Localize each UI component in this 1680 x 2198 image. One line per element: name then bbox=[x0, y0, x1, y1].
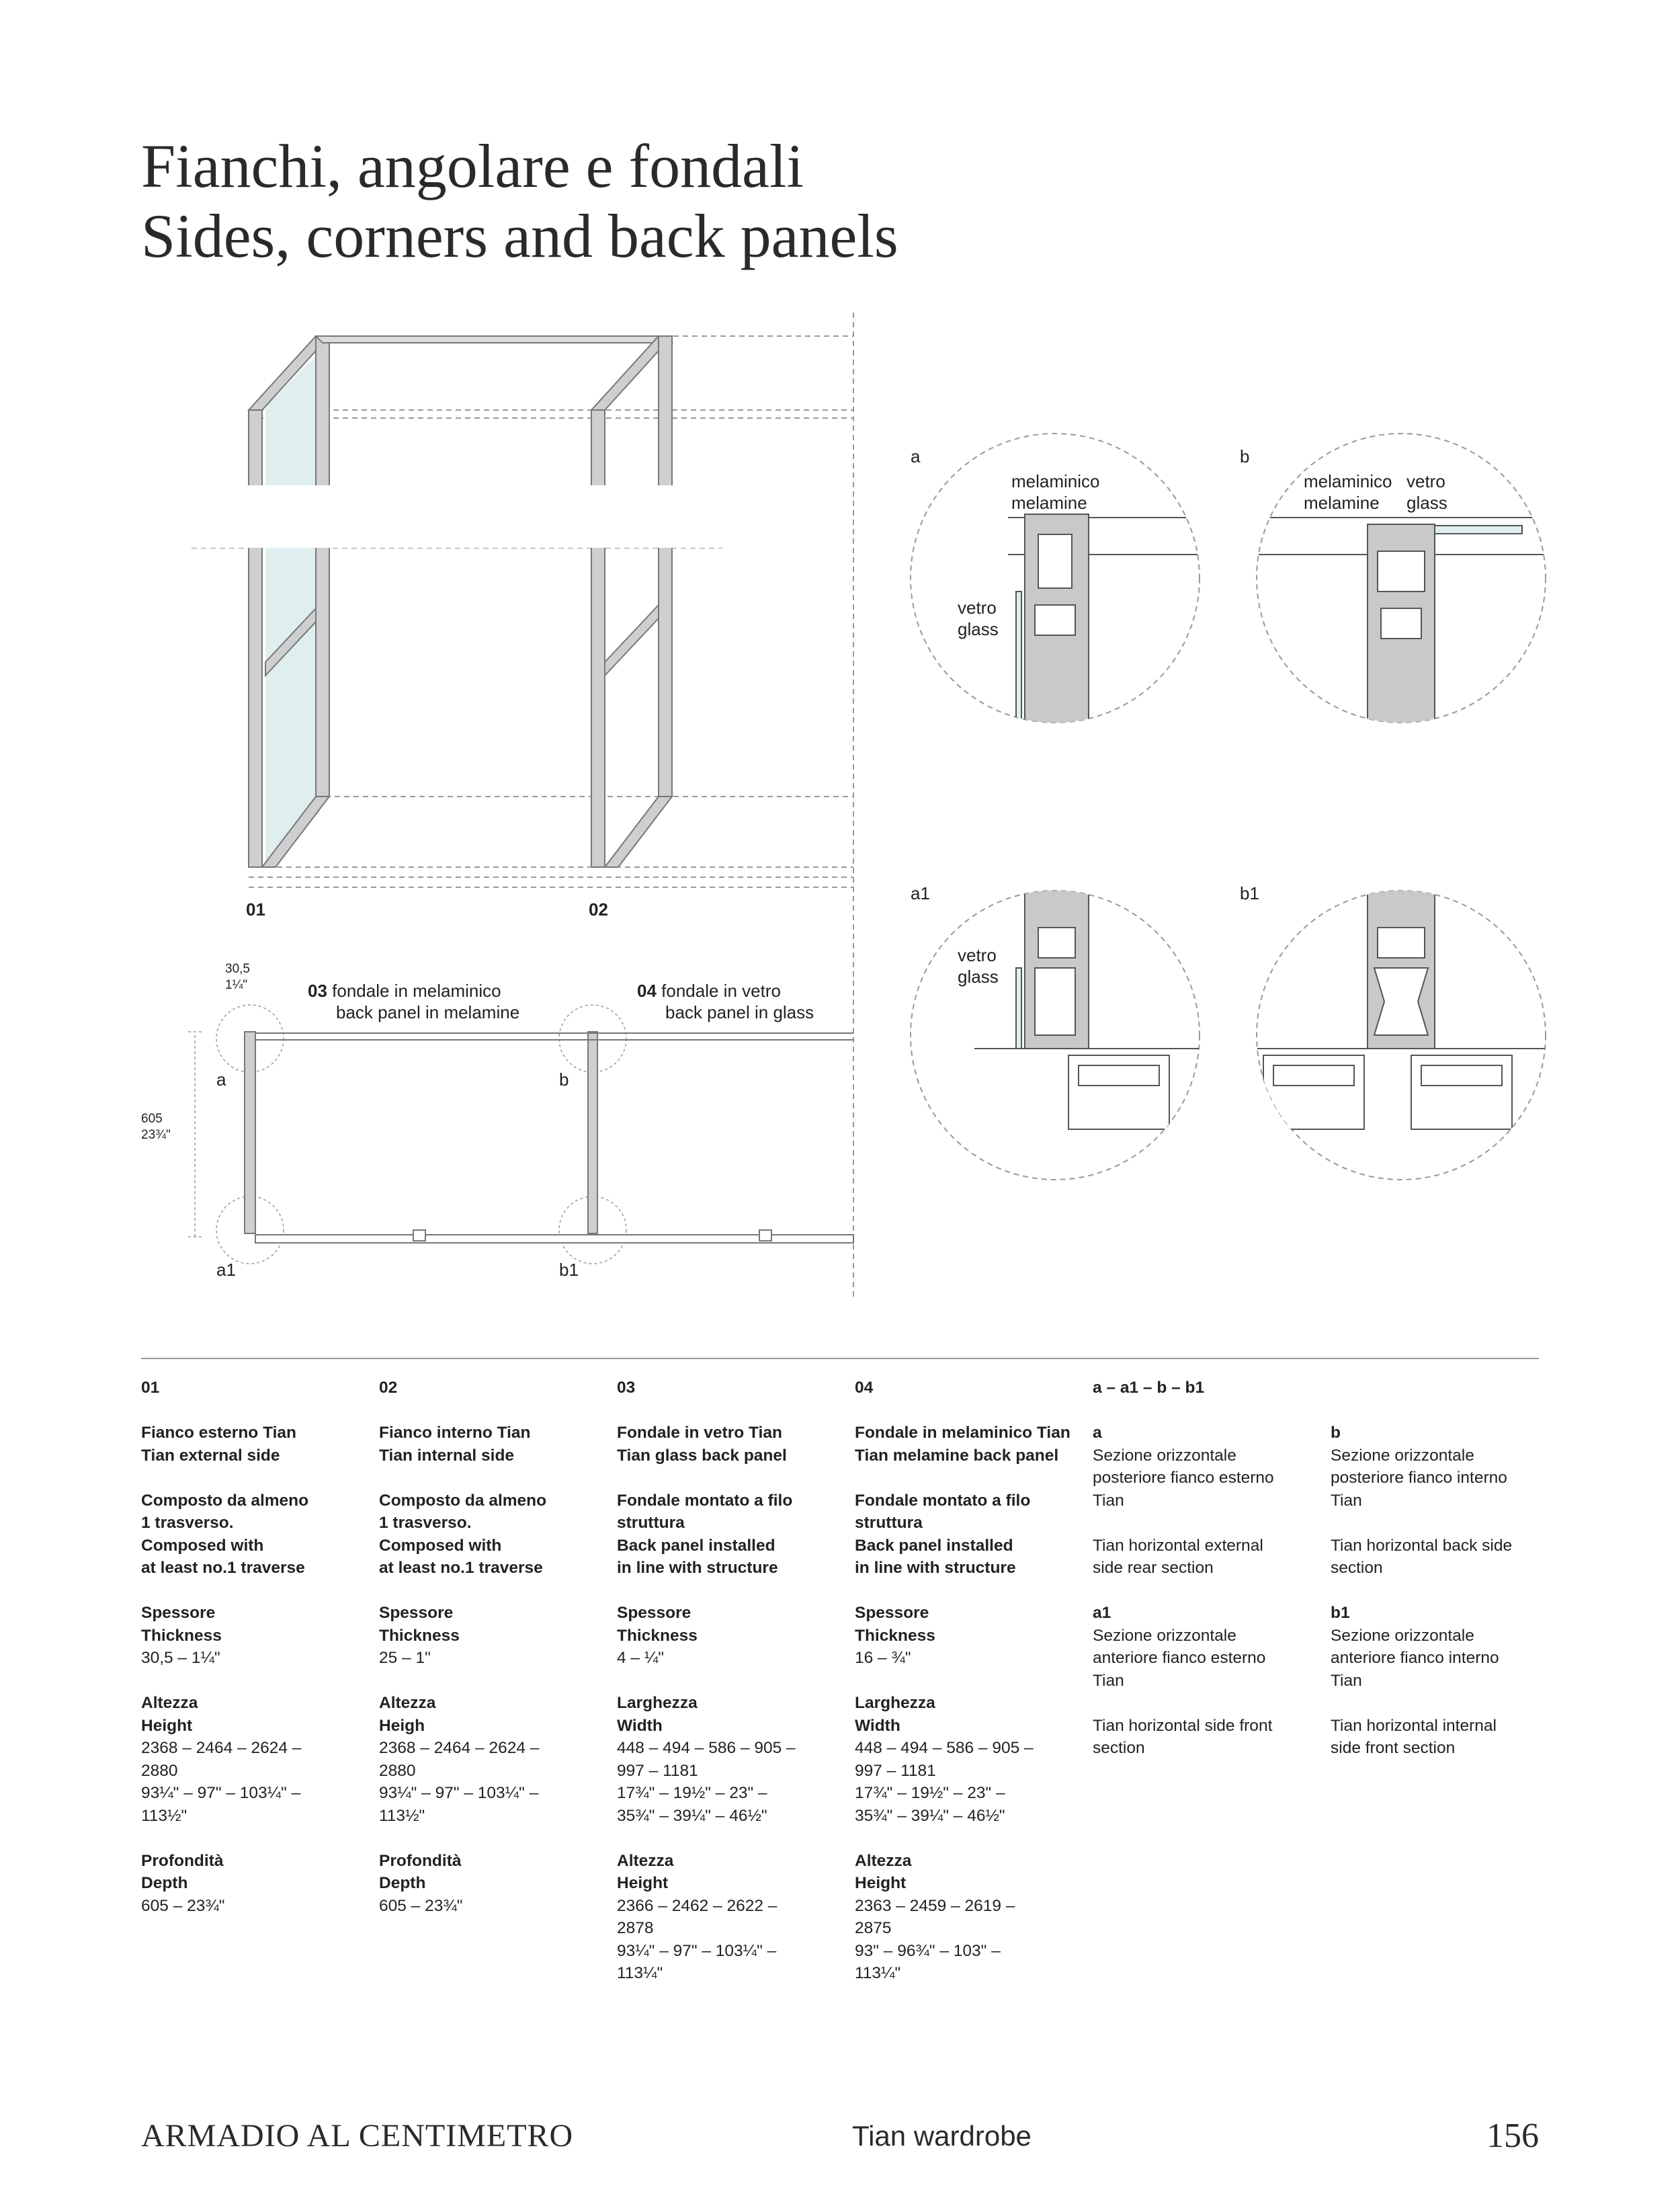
frame-02-label: 02 bbox=[589, 899, 608, 920]
plan-label-b1: b1 bbox=[559, 1260, 579, 1280]
plan-label-a1: a1 bbox=[216, 1260, 236, 1280]
detail-b-glass-label: vetro glass bbox=[1406, 471, 1447, 513]
plan-label-a: a bbox=[216, 1069, 226, 1090]
dim-depth: 605 23¾" bbox=[141, 1112, 171, 1142]
glass-side-panel bbox=[265, 353, 319, 867]
title-italian: Fianchi, angolare e fondali bbox=[141, 132, 804, 200]
spec-column-sections-b: b Sezione orizzontale posteriore fianco interno Tian Tian horizontal back side section b1 Sezione orizzontale anteriore fianco interno Tian Tian horizontal internal side front section bbox=[1331, 1424, 1513, 1757]
detail-a-melamine-label: melaminico melamine bbox=[1011, 471, 1100, 513]
detail-label-b1: b1 bbox=[1240, 883, 1259, 903]
spec-column-04: 04 Fondale in melaminico Tian Tian melamine back panel Fondale montato a filo struttura Back panel installed in line with structure Spessore Thickness 16 – ¾" Larghezza Width 448 – 494 – 586 – 905 – 997 – 1181 17¾" – 19½" – 23" – 35¾" – 39¼" – 46½" Altezza Height 2363 – 2459 – 2619 – 2875 93" – 96¾" – 103" – 113¼" bbox=[855, 1379, 1070, 1982]
detail-a-glass-label: vetro glass bbox=[958, 598, 999, 639]
item-04-label: 04 fondale in vetro back panel in glass bbox=[637, 981, 814, 1022]
spec-column-01: 01 Fianco esterno Tian Tian external side Composto da almeno 1 trasverso. Composed with at least no.1 traverse Spessore Thickness 30,5 – 1¼" Altezza Height 2368 – 2464 – 2624 – 2880 93¼" – 97" – 103¼" – 113½" Profondità Depth 605 – 23¾" bbox=[141, 1379, 309, 1915]
spec-column-sections-a: a – a1 – b – b1 a Sezione orizzontale posteriore fianco esterno Tian Tian horizontal external side rear section a1 Sezione orizzontale anteriore fianco esterno Tian Tian horizontal side front section bbox=[1093, 1379, 1274, 1757]
plan-label-b: b bbox=[559, 1069, 569, 1090]
spec-column-02: 02 Fianco interno Tian Tian internal side Composto da almeno 1 trasverso. Composed with at least no.1 traverse Spessore Thickness 25 – 1" Altezza Heigh 2368 – 2464 – 2624 – 2880 93¼" – 97" – 103¼" – 113½" Profondità Depth 605 – 23¾" bbox=[379, 1379, 547, 1915]
detail-b-melamine-label: melaminico melamine bbox=[1304, 471, 1392, 513]
footer-product: Tian wardrobe bbox=[852, 2120, 1032, 2152]
detail-label-a1: a1 bbox=[911, 883, 930, 903]
dim-thickness: 30,5 1¼" bbox=[225, 962, 250, 992]
plan-view bbox=[188, 1005, 853, 1264]
footer-brand: ARMADIO AL CENTIMETRO bbox=[141, 2118, 574, 2154]
detail-circle-b1 bbox=[1250, 887, 1546, 1180]
detail-label-a: a bbox=[911, 446, 921, 466]
item-03-label: 03 fondale in melaminico back panel in melamine bbox=[308, 981, 520, 1022]
frame-01-label: 01 bbox=[246, 899, 265, 920]
title-english: Sides, corners and back panels bbox=[141, 202, 898, 270]
spec-column-03: 03 Fondale in vetro Tian Tian glass back panel Fondale montato a filo struttura Back panel installed in line with structure Spessore Thickness 4 – ¼" Larghezza Width 448 – 494 – 586 – 905 – 997 – 1181 17¾" – 19½" – 23" – 35¾" – 39¼" – 46½" Altezza Height 2366 – 2462 – 2622 – 2878 93¼" – 97" – 103¼" – 113¼" bbox=[617, 1379, 796, 1982]
detail-a1-glass-label: vetro glass bbox=[958, 945, 999, 987]
detail-circle-a1 bbox=[911, 887, 1210, 1180]
isometric-frames bbox=[192, 336, 853, 887]
page-number: 156 bbox=[1486, 2117, 1539, 2155]
section-divider bbox=[141, 1358, 1539, 1359]
detail-label-b: b bbox=[1240, 446, 1250, 466]
detail-circle-b bbox=[1250, 434, 1546, 746]
